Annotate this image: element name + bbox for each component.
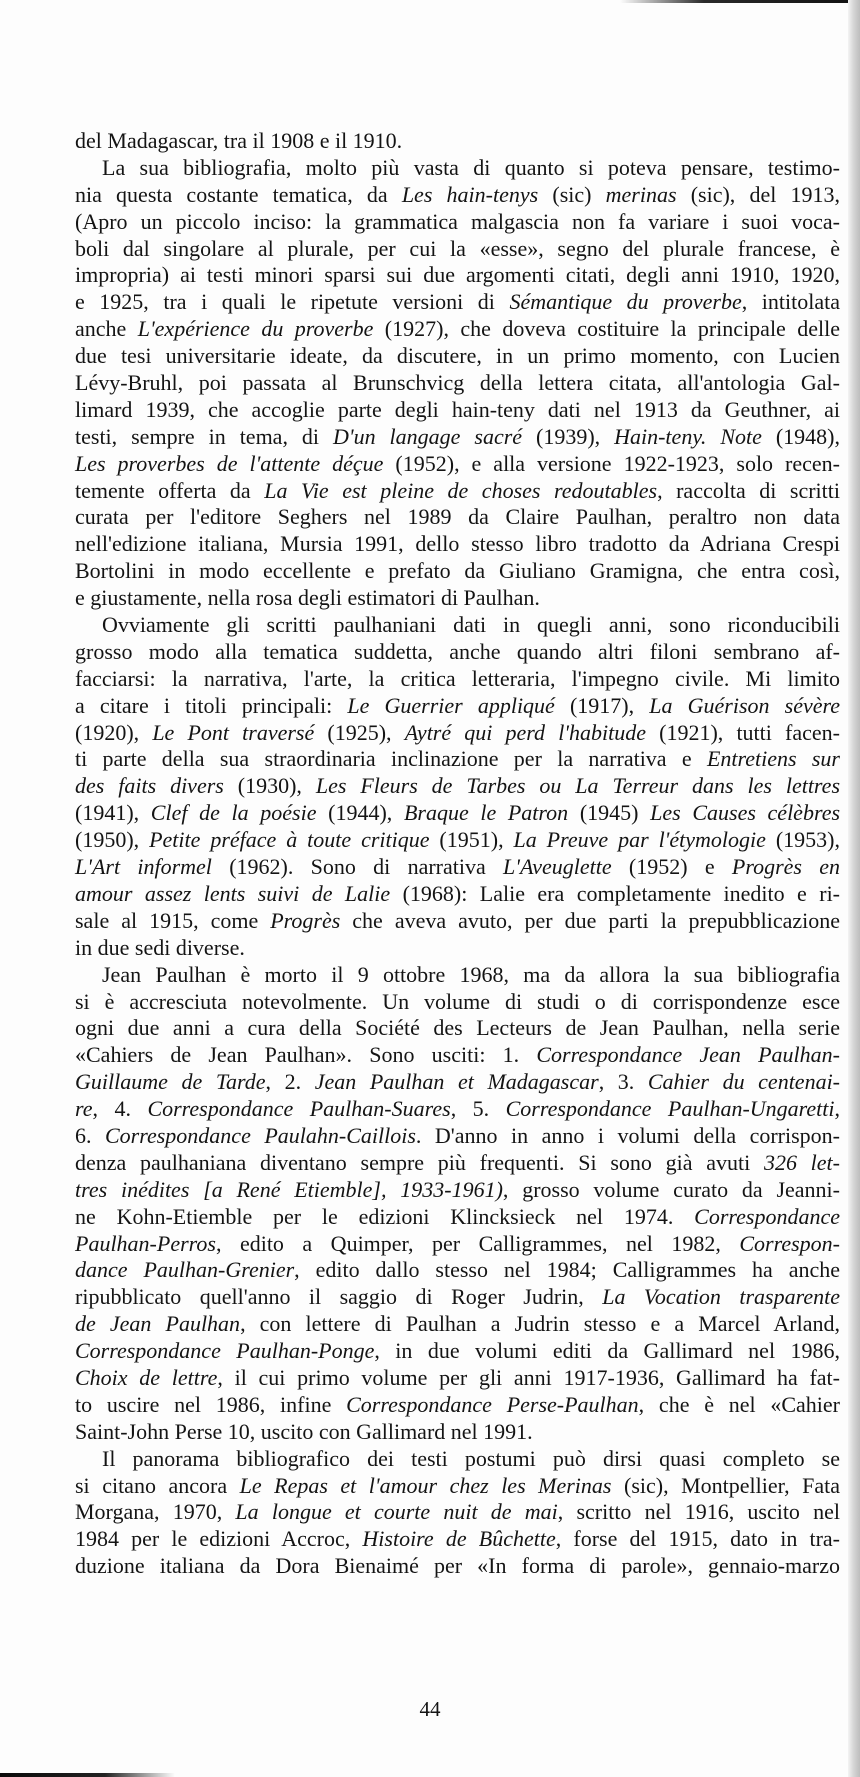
text-line xyxy=(75,908,840,935)
text-run: ti parte della sua straordinaria inclinazione per la narrativa e xyxy=(75,746,707,772)
italic-title: Paulhan-Perros xyxy=(75,1230,216,1256)
italic-title: Petite préface à toute critique xyxy=(149,827,430,853)
text-line xyxy=(75,424,840,451)
text-run: Ovviamente gli scritti paulhaniani dati in quegli anni, sono riconducibili xyxy=(102,612,840,638)
text-line xyxy=(75,504,840,531)
text-run: limard 1939, che accoglie parte degli hain-teny dati nel 1913 da Geuthner, ai xyxy=(75,396,840,422)
text-run: , 5. xyxy=(450,1096,506,1122)
text-line xyxy=(75,1177,840,1204)
text-line xyxy=(75,209,840,236)
text-line xyxy=(75,1096,840,1123)
text-run: (sic), Montpellier, Fata xyxy=(611,1472,840,1498)
italic-title: Correspondance Paulhan-Ungaretti xyxy=(505,1096,835,1122)
text-run: si citano ancora xyxy=(75,1472,240,1498)
text-line xyxy=(75,989,840,1016)
text-run: testi, sempre in tema, di xyxy=(75,423,333,449)
text-run: (1941), xyxy=(75,800,151,826)
text-line xyxy=(75,1392,840,1419)
text-run: ne Kohn-Etiemble per le edizioni Klincksieck nel 1974. xyxy=(75,1203,695,1229)
italic-title: 326 let- xyxy=(763,1149,840,1175)
text-line xyxy=(75,236,840,263)
italic-title: L'Art informel xyxy=(75,854,212,880)
italic-title: Hain-teny. Note xyxy=(614,423,762,449)
text-run: , intitolata xyxy=(741,289,840,315)
italic-title: Correspon- xyxy=(739,1230,840,1256)
text-run: , grosso volume curato da Jeanni- xyxy=(502,1176,840,1202)
italic-title: des faits divers xyxy=(75,773,224,799)
text-run: Lévy-Bruhl, poi passata al Brunschvicg della lettera citata, all'antologia Gal- xyxy=(75,370,840,396)
text-line xyxy=(75,773,840,800)
text-run: in due sedi diverse. xyxy=(75,934,245,960)
text-line xyxy=(75,800,840,827)
italic-title: Cahier du centenai- xyxy=(647,1069,841,1095)
italic-title: Progrès en xyxy=(731,854,841,880)
text-run: , 3. xyxy=(598,1069,648,1095)
text-run: (1950), xyxy=(75,827,150,853)
italic-title: Progrès xyxy=(270,907,341,933)
italic-title: La Vocation trasparente xyxy=(602,1284,840,1310)
paragraph xyxy=(75,962,840,1446)
text-run: , che è nel «Cahier xyxy=(638,1391,840,1417)
text-run: «Cahiers de Jean Paulhan». Sono usciti: 1. xyxy=(75,1042,537,1068)
italic-title: Choix de lettre xyxy=(75,1364,218,1390)
text-run: 6. xyxy=(75,1122,105,1148)
italic-title: Correspondance Paulhan-Ponge xyxy=(75,1338,375,1364)
page-body-text xyxy=(75,128,840,1580)
italic-title: Les proverbes de l'attente déçue xyxy=(75,450,384,476)
text-run: nia questa costante tematica, da xyxy=(75,181,402,207)
text-run: curata per l'editore Seghers nel 1989 da Claire Paulhan, peraltro non data xyxy=(75,504,840,530)
text-line xyxy=(75,1553,840,1580)
text-run: (1925), xyxy=(314,719,405,745)
italic-title: Clef de la poésie xyxy=(150,800,317,826)
italic-title: tres inédites [a René Etiemble], 1933-1961) xyxy=(75,1176,503,1202)
italic-title: Correspondance Perse-Paulhan xyxy=(346,1391,639,1417)
text-run: , con lettere di Paulhan a Judrin stesso e a Marcel Arland, xyxy=(240,1311,840,1337)
text-run: (1927), che doveva costituire la principale delle xyxy=(373,316,840,342)
text-line xyxy=(75,1446,840,1473)
text-line xyxy=(75,262,840,289)
text-line xyxy=(75,397,840,424)
italic-title: L'Aveuglette xyxy=(503,854,612,880)
text-run: (1951), xyxy=(429,827,514,853)
text-run: ripubblicato quell'anno il saggio di Roger Judrin, xyxy=(75,1284,603,1310)
text-run: grosso modo alla tematica suddetta, anche quando altri filoni sembrano af- xyxy=(75,638,840,664)
text-run: due tesi universitarie ideate, da discutere, in un primo momento, con Lucien xyxy=(75,343,840,369)
text-run: , forse del 1915, dato in tra- xyxy=(555,1526,840,1552)
italic-title: Jean Paulhan et Madagascar xyxy=(314,1069,599,1095)
text-run: , scritto nel 1916, uscito nel xyxy=(557,1499,840,1525)
text-run: (1952), e alla versione 1922-1923, solo recen- xyxy=(383,450,840,476)
text-run: (1930), xyxy=(223,773,316,799)
text-run: , il cui primo volume per gli anni 1917-1936, Gallimard ha fat- xyxy=(217,1364,840,1390)
text-run: anche xyxy=(75,316,138,342)
text-run: duzione italiana da Dora Bienaimé per «In forma di parole», gennaio-marzo xyxy=(75,1553,840,1579)
text-line xyxy=(75,558,840,585)
text-run: che aveva avuto, per due parti la prepubblicazione xyxy=(340,907,840,933)
italic-title: L'expérience du proverbe xyxy=(137,316,374,342)
italic-title: Les Fleurs de Tarbes ou La Terreur dans les lettres xyxy=(315,773,841,799)
italic-title: re xyxy=(75,1096,93,1122)
italic-title: Aytré qui perd l'habitude xyxy=(404,719,646,745)
text-run: temente offerta da xyxy=(75,477,265,503)
italic-title: dance Paulhan-Grenier xyxy=(75,1257,295,1283)
text-line xyxy=(75,1499,840,1526)
text-line xyxy=(75,720,840,747)
italic-title: Correspondance xyxy=(694,1203,840,1229)
text-run: (1921), tutti facen- xyxy=(646,719,840,745)
text-run: La sua bibliografia, molto più vasta di quanto si poteva pensare, testimo- xyxy=(102,154,840,180)
text-line xyxy=(75,935,840,962)
text-line xyxy=(75,1365,840,1392)
italic-title: de Jean Paulhan xyxy=(75,1311,241,1337)
text-line xyxy=(75,612,840,639)
text-run: nell'edizione italiana, Mursia 1991, dello stesso libro tradotto da Adriana Crespi xyxy=(75,531,840,557)
scan-edge-shadow-bottom xyxy=(0,1773,175,1777)
text-line xyxy=(75,343,840,370)
text-run: (1962). Sono di narrativa xyxy=(211,854,504,880)
italic-title: Le Repas et l'amour chez les Merinas xyxy=(239,1472,612,1498)
paragraph xyxy=(75,155,840,612)
text-run: del Madagascar, tra il 1908 e il 1910. xyxy=(75,128,403,153)
text-line xyxy=(75,746,840,773)
text-run: Morgana, 1970, xyxy=(75,1499,236,1525)
text-line xyxy=(75,531,840,558)
text-run: (1944), xyxy=(316,800,404,826)
italic-title: Correspondance Paulahn-Caillois xyxy=(105,1122,416,1148)
text-line xyxy=(75,1526,840,1553)
text-line xyxy=(75,1042,840,1069)
text-run: (1945) xyxy=(568,800,651,826)
scan-edge-shadow-top xyxy=(620,0,860,3)
text-line xyxy=(75,639,840,666)
text-run: , edito a Quimper, per Calligrammes, nel 1982, xyxy=(215,1230,740,1256)
italic-title: La Guérison sévère xyxy=(649,692,840,718)
text-line xyxy=(75,693,840,720)
text-run: (1917), xyxy=(554,692,650,718)
text-run: ogni due anni a cura della Société des Lecteurs de Jean Paulhan, nella serie xyxy=(75,1015,840,1041)
text-line xyxy=(75,1419,840,1446)
text-line xyxy=(75,1473,840,1500)
text-line xyxy=(75,854,840,881)
text-run: , in due volumi editi da Gallimard nel 1986, xyxy=(374,1338,840,1364)
text-line xyxy=(75,451,840,478)
text-line xyxy=(75,1015,840,1042)
text-run: (1968): Lalie era completamente inedito e ri- xyxy=(390,880,841,906)
text-run: , xyxy=(834,1096,841,1122)
text-run: Bortolini in modo eccellente e prefato da Giuliano Gramigna, che entra così, xyxy=(75,558,840,584)
text-run: , 2. xyxy=(265,1069,315,1095)
text-line xyxy=(75,1204,840,1231)
text-run: (1939), xyxy=(522,423,615,449)
text-run: (1920), xyxy=(75,719,153,745)
text-line xyxy=(75,1123,840,1150)
text-run: Jean Paulhan è morto il 9 ottobre 1968, ma da allora la sua bibliografia xyxy=(102,961,840,987)
text-run: (1953), xyxy=(765,827,841,853)
italic-title: La Preuve par l'étymologie xyxy=(513,827,766,853)
text-line xyxy=(75,1284,840,1311)
paragraph xyxy=(75,612,840,962)
italic-title: Sémantique du proverbe xyxy=(509,289,742,315)
text-run: , raccolta di scritti xyxy=(657,477,840,503)
italic-title: Le Pont traversé xyxy=(152,719,315,745)
text-line xyxy=(75,1231,840,1258)
text-line xyxy=(75,827,840,854)
italic-title: amour assez lents suivi de Lalie xyxy=(75,880,391,906)
text-run: Saint-John Perse 10, uscito con Gallimard nel 1991. xyxy=(75,1418,533,1444)
italic-title: Braque le Patron xyxy=(403,800,569,826)
italic-title: Entretiens sur xyxy=(706,746,840,772)
italic-title: Les hain-tenys xyxy=(401,181,539,207)
text-run: (1952) e xyxy=(611,854,732,880)
page-number: 44 xyxy=(419,1697,441,1721)
scan-edge-shadow-right xyxy=(848,0,860,1777)
text-line xyxy=(75,478,840,505)
italic-title: Correspondance Paulhan-Suares xyxy=(147,1096,451,1122)
text-run: (1948), xyxy=(761,423,841,449)
italic-title: D'un langage sacré xyxy=(332,423,523,449)
italic-title: La Vie est pleine de choses redoutables xyxy=(264,477,658,503)
text-run: Il panorama bibliografico dei testi postumi può dirsi quasi completo se xyxy=(102,1445,840,1471)
text-line xyxy=(75,316,840,343)
text-run: sale al 1915, come xyxy=(75,907,271,933)
text-line xyxy=(75,1150,840,1177)
text-run: a citare i titoli principali: xyxy=(75,692,348,718)
text-run: , edito dallo stesso nel 1984; Calligrammes ha anche xyxy=(294,1257,840,1283)
text-run: e 1925, tra i quali le ripetute versioni di xyxy=(75,289,510,315)
text-line xyxy=(75,289,840,316)
text-line xyxy=(75,1338,840,1365)
text-run: 1984 per le edizioni Accroc, xyxy=(75,1526,363,1552)
italic-title: Histoire de Bûchette xyxy=(362,1526,556,1552)
text-line xyxy=(75,1069,840,1096)
text-line xyxy=(75,962,840,989)
text-run: (sic) xyxy=(538,181,606,207)
text-line xyxy=(75,666,840,693)
text-line xyxy=(75,1311,840,1338)
text-run: (sic), del 1913, xyxy=(676,181,841,207)
italic-title: Correspondance Jean Paulhan- xyxy=(536,1042,841,1068)
paragraph xyxy=(75,1446,840,1580)
text-line xyxy=(75,1257,840,1284)
italic-title: Le Guerrier appliqué xyxy=(347,692,555,718)
text-run: denza paulhaniana diventano sempre più frequenti. Si sono già avuti xyxy=(75,1149,764,1175)
text-line xyxy=(75,585,840,612)
text-run: e giustamente, nella rosa degli estimatori di Paulhan. xyxy=(75,585,540,611)
text-line xyxy=(75,370,840,397)
text-line xyxy=(75,182,840,209)
text-run: si è accresciuta notevolmente. Un volume di studi o di corrispondenze esce xyxy=(75,988,840,1014)
text-line xyxy=(75,155,840,182)
text-run: , 4. xyxy=(92,1096,148,1122)
italic-title: Guillaume de Tarde xyxy=(75,1069,266,1095)
text-line xyxy=(75,881,840,908)
text-run: to uscire nel 1986, infine xyxy=(75,1391,347,1417)
text-line xyxy=(75,128,840,155)
text-run: . D'anno in anno i volumi della corrispon- xyxy=(415,1122,840,1148)
italic-title: merinas xyxy=(605,181,677,207)
text-run: (Apro un piccolo inciso: la grammatica malgascia non fa variare i suoi voca- xyxy=(75,208,840,234)
text-run: impropria) ai testi minori sparsi sui due argomenti citati, degli anni 1910, 1920, xyxy=(75,262,840,288)
text-run: facciarsi: la narrativa, l'arte, la critica letteraria, l'impegno civile. Mi limito xyxy=(75,665,840,691)
italic-title: La longue et courte nuit de mai xyxy=(235,1499,558,1525)
italic-title: Les Causes célèbres xyxy=(650,800,841,826)
text-run: boli dal singolare al plurale, per cui la «esse», segno del plurale francese, è xyxy=(75,235,840,261)
paragraph xyxy=(75,128,840,155)
